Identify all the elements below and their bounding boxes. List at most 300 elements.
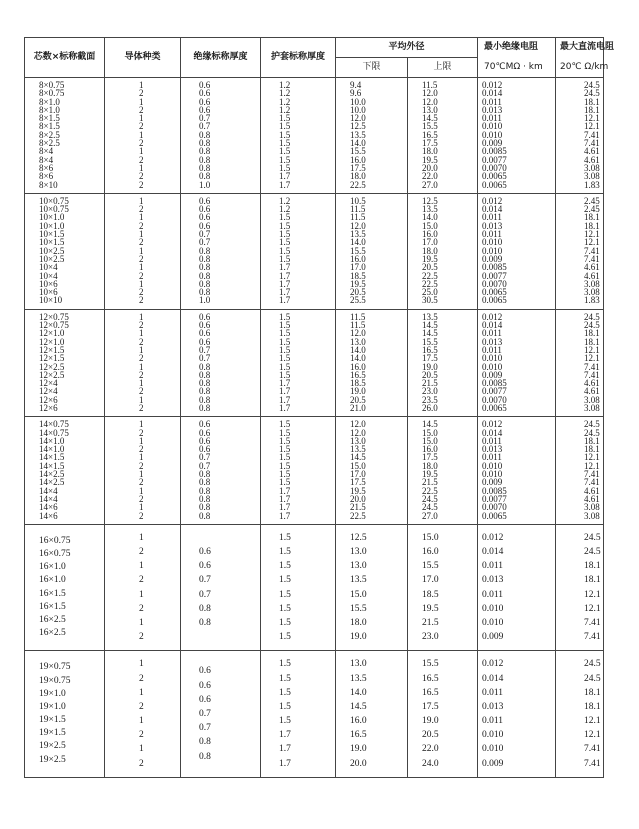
max-dc-value: 3.08 <box>584 172 600 181</box>
insulation-value: 0.6 <box>199 436 211 446</box>
upper-cell <box>408 193 478 309</box>
upper-value: 20.5 <box>422 730 439 741</box>
spec-value: 12×2.5 <box>39 362 65 371</box>
upper-value: 20.5 <box>422 370 438 380</box>
lower-value: 14.0 <box>350 345 366 355</box>
header-sheath: 护套标称厚度 <box>261 38 336 78</box>
upper-cell <box>408 524 478 651</box>
max-dc-value: 12.1 <box>584 453 600 462</box>
sheath-value: 1.5 <box>279 221 291 231</box>
upper-value: 15.5 <box>422 122 438 131</box>
insulation-value: 0.8 <box>199 603 211 614</box>
conductor-cell <box>105 309 181 417</box>
sheath-value: 1.5 <box>279 329 291 338</box>
insulation-value: 0.8 <box>199 511 211 520</box>
sheath-cell <box>261 193 336 309</box>
upper-value: 19.0 <box>422 362 438 371</box>
lower-value: 13.5 <box>350 575 367 586</box>
sheath-value: 1.5 <box>279 547 291 558</box>
sheath-value: 1.5 <box>279 436 291 446</box>
sheath-value: 1.7 <box>279 279 291 289</box>
sheath-value: 1.7 <box>279 730 291 741</box>
min-ir-value: 0.009 <box>482 139 503 148</box>
min-ir-value: 0.010 <box>482 246 503 255</box>
upper-value: 18.0 <box>422 461 438 471</box>
lower-value: 13.0 <box>350 561 367 572</box>
sheath-value: 1.5 <box>279 362 291 371</box>
min-ir-value: 0.011 <box>482 436 502 446</box>
sheath-value: 1.7 <box>279 296 291 305</box>
sheath-value: 1.5 <box>279 603 291 614</box>
spec-value: 14×1.0 <box>39 445 65 454</box>
min-ir-value: 0.010 <box>482 730 504 741</box>
min-ir-value: 0.010 <box>482 122 503 131</box>
spec-value: 8×1.5 <box>39 114 60 123</box>
conductor-value: 2 <box>139 445 144 454</box>
upper-value: 15.0 <box>422 428 438 437</box>
upper-value: 24.5 <box>422 503 438 512</box>
spec-value: 10×6 <box>39 288 58 297</box>
max-dc-value: 12.1 <box>584 730 601 741</box>
spec-value: 8×1.5 <box>39 122 60 131</box>
upper-value: 14.5 <box>422 321 438 330</box>
min-ir-value: 0.011 <box>482 589 504 600</box>
conductor-value: 1 <box>139 617 144 628</box>
sheath-value: 1.5 <box>279 312 291 322</box>
conductor-value: 1 <box>139 486 144 495</box>
min-ir-value: 0.0065 <box>482 511 507 520</box>
insulation-value: 0.8 <box>199 387 211 396</box>
lower-value: 13.5 <box>350 130 366 140</box>
spec-value: 8×2.5 <box>39 130 60 140</box>
spec-value: 8×1.0 <box>39 105 60 115</box>
spec-value: 14×0.75 <box>39 428 69 437</box>
max-dc-value: 18.1 <box>584 445 600 454</box>
upper-value: 18.0 <box>422 246 438 255</box>
lower-value: 22.5 <box>350 511 366 520</box>
sheath-value: 1.7 <box>279 494 291 504</box>
spec-value: 12×1.5 <box>39 345 65 355</box>
lower-cell <box>336 78 408 194</box>
insulation-value: 0.7 <box>199 709 211 719</box>
spec-value: 8×0.75 <box>39 89 65 98</box>
insulation-cell <box>181 524 261 651</box>
insulation-value: 0.6 <box>199 312 211 322</box>
sheath-value: 1.5 <box>279 716 291 727</box>
conductor-value: 1 <box>139 589 144 600</box>
max-dc-value: 12.1 <box>584 230 600 239</box>
sheath-value: 1.2 <box>279 196 291 206</box>
spec-value: 16×1.5 <box>39 601 66 612</box>
insulation-value: 0.8 <box>199 379 211 388</box>
conductor-value: 1 <box>139 453 144 462</box>
conductor-value: 1 <box>139 81 144 90</box>
sheath-value: 1.7 <box>279 486 291 495</box>
spec-value: 12×4 <box>39 379 58 388</box>
lower-value: 14.5 <box>350 701 367 712</box>
conductor-value: 2 <box>139 575 144 586</box>
spec-cell <box>25 524 105 651</box>
sheath-value: 1.7 <box>279 403 291 413</box>
upper-value: 14.5 <box>422 114 438 123</box>
spec-value: 14×6 <box>39 503 58 512</box>
lower-value: 13.0 <box>350 659 367 670</box>
lower-value: 12.0 <box>350 428 366 437</box>
lower-value: 21.0 <box>350 403 366 413</box>
conductor-value: 2 <box>139 271 144 280</box>
spec-value: 8×6 <box>39 163 54 173</box>
min-ir-value: 0.014 <box>482 205 503 214</box>
max-dc-value: 18.1 <box>584 329 600 338</box>
insulation-value: 0.8 <box>199 246 211 255</box>
upper-value: 14.0 <box>422 213 438 222</box>
max-dc-value: 18.1 <box>584 436 600 446</box>
min-ir-value: 0.0065 <box>482 172 507 181</box>
upper-value: 16.0 <box>422 445 438 454</box>
conductor-value: 2 <box>139 673 144 684</box>
sheath-value: 1.5 <box>279 445 291 454</box>
spec-value: 16×1.5 <box>39 588 66 599</box>
upper-value: 16.0 <box>422 230 438 239</box>
min-ir-value: 0.011 <box>482 687 504 698</box>
conductor-value: 1 <box>139 503 144 512</box>
insulation-value: 0.7 <box>199 114 211 123</box>
min-ir-cell <box>478 524 556 651</box>
sheath-value: 1.5 <box>279 246 291 255</box>
max-dc-cell <box>556 78 604 194</box>
max-dc-cell <box>556 309 604 417</box>
sheath-value: 1.7 <box>279 758 291 769</box>
max-dc-value: 12.1 <box>584 461 600 471</box>
spec-cell <box>25 78 105 194</box>
min-ir-value: 0.011 <box>482 329 502 338</box>
sheath-value: 1.5 <box>279 345 291 355</box>
upper-value: 14.5 <box>422 420 438 429</box>
max-dc-value: 24.5 <box>584 428 600 437</box>
lower-value: 17.5 <box>350 163 366 173</box>
max-dc-value: 4.61 <box>584 494 600 504</box>
spec-value: 10×6 <box>39 279 58 289</box>
conductor-value: 2 <box>139 221 144 231</box>
sheath-value: 1.5 <box>279 673 291 684</box>
max-dc-value: 3.08 <box>584 511 600 520</box>
upper-value: 22.0 <box>422 744 439 755</box>
lower-cell <box>336 417 408 525</box>
upper-value: 16.5 <box>422 130 438 140</box>
upper-value: 15.0 <box>422 221 438 231</box>
sheath-value: 1.5 <box>279 321 291 330</box>
row-group <box>25 193 604 309</box>
upper-value: 19.5 <box>422 603 439 614</box>
table-row <box>25 524 604 651</box>
max-dc-value: 12.1 <box>584 354 600 363</box>
conductor-value: 1 <box>139 687 144 698</box>
upper-value: 16.5 <box>422 687 439 698</box>
min-ir-value: 0.0065 <box>482 180 507 189</box>
upper-value: 15.5 <box>422 659 439 670</box>
upper-value: 12.0 <box>422 89 438 98</box>
conductor-value: 2 <box>139 205 144 214</box>
insulation-value: 0.7 <box>199 723 211 734</box>
max-dc-value: 4.61 <box>584 263 600 272</box>
upper-value: 22.5 <box>422 279 438 289</box>
sheath-value: 1.5 <box>279 561 291 572</box>
conductor-value: 2 <box>139 478 144 487</box>
max-dc-value: 4.61 <box>584 379 600 388</box>
upper-value: 21.5 <box>422 478 438 487</box>
spec-value: 10×4 <box>39 263 58 272</box>
sheath-value: 1.5 <box>279 532 291 543</box>
insulation-value: 0.8 <box>199 478 211 487</box>
cable-spec-sheet <box>24 37 615 778</box>
insulation-cell <box>181 78 261 194</box>
insulation-value: 0.8 <box>199 155 211 164</box>
max-dc-value: 4.61 <box>584 271 600 280</box>
upper-value: 21.5 <box>422 617 439 628</box>
insulation-value: 0.6 <box>199 321 211 330</box>
min-ir-cell <box>478 78 556 194</box>
min-ir-value: 0.012 <box>482 196 503 206</box>
spec-value: 8×2.5 <box>39 139 60 148</box>
spec-value: 12×2.5 <box>39 370 65 380</box>
upper-value: 17.5 <box>422 354 438 363</box>
insulation-value: 0.6 <box>199 428 211 437</box>
conductor-value: 1 <box>139 420 144 429</box>
conductor-value: 1 <box>139 163 144 173</box>
conductor-cell <box>105 78 181 194</box>
header-avg-od: 平均外径 <box>336 38 478 58</box>
sheath-cell <box>261 78 336 194</box>
lower-value: 21.5 <box>350 503 366 512</box>
spec-value: 19×2.5 <box>39 741 66 752</box>
min-ir-value: 0.0070 <box>482 163 507 173</box>
sheath-value: 1.5 <box>279 337 291 346</box>
insulation-value: 0.8 <box>199 288 211 297</box>
conductor-value: 2 <box>139 730 144 741</box>
upper-value: 16.0 <box>422 547 439 558</box>
max-dc-value: 4.61 <box>584 155 600 164</box>
conductor-value: 2 <box>139 105 144 115</box>
spec-value: 12×0.75 <box>39 321 69 330</box>
max-dc-value: 4.61 <box>584 486 600 495</box>
lower-value: 16.0 <box>350 716 367 727</box>
upper-value: 13.5 <box>422 312 438 322</box>
min-ir-cell <box>478 309 556 417</box>
header-conductor: 导体种类 <box>105 38 181 78</box>
sheath-value: 1.5 <box>279 370 291 380</box>
upper-value: 21.5 <box>422 379 438 388</box>
spec-value: 14×4 <box>39 494 58 504</box>
max-dc-value: 18.1 <box>584 213 600 222</box>
row-group <box>25 78 604 194</box>
spec-value: 14×0.75 <box>39 420 69 429</box>
sheath-value: 1.5 <box>279 147 291 156</box>
max-dc-cell <box>556 524 604 651</box>
min-ir-value: 0.009 <box>482 370 503 380</box>
conductor-value: 1 <box>139 345 144 355</box>
max-dc-value: 12.1 <box>584 345 600 355</box>
lower-value: 19.5 <box>350 279 366 289</box>
sheath-value: 1.5 <box>279 478 291 487</box>
insulation-value: 0.8 <box>199 147 211 156</box>
spec-cell <box>25 309 105 417</box>
spec-value: 8×6 <box>39 172 54 181</box>
min-ir-cell <box>478 193 556 309</box>
conductor-value: 2 <box>139 122 144 131</box>
table-row <box>25 417 604 525</box>
spec-value: 19×1.5 <box>39 728 66 739</box>
spec-value: 10×0.75 <box>39 205 69 214</box>
max-dc-value: 7.41 <box>584 470 600 479</box>
conductor-value: 1 <box>139 213 144 222</box>
lower-value: 13.0 <box>350 547 367 558</box>
sheath-value: 1.7 <box>279 395 291 404</box>
lower-value: 18.5 <box>350 271 366 280</box>
spec-value: 14×4 <box>39 486 58 495</box>
conductor-value: 2 <box>139 461 144 471</box>
spec-value: 10×1.5 <box>39 238 65 247</box>
insulation-value: 0.8 <box>199 737 211 748</box>
max-dc-value: 12.1 <box>584 238 600 247</box>
sheath-value: 1.5 <box>279 230 291 239</box>
max-dc-value: 18.1 <box>584 687 601 698</box>
sheath-value: 1.5 <box>279 122 291 131</box>
min-ir-value: 0.012 <box>482 659 504 670</box>
max-dc-value: 1.83 <box>584 296 600 305</box>
insulation-value: 0.7 <box>199 230 211 239</box>
upper-value: 22.5 <box>422 271 438 280</box>
lower-value: 16.5 <box>350 730 367 741</box>
insulation-value: 0.6 <box>199 221 211 231</box>
spec-value: 10×4 <box>39 271 58 280</box>
max-dc-value: 2.45 <box>584 196 600 206</box>
min-ir-cell <box>478 651 556 778</box>
lower-value: 16.0 <box>350 155 366 164</box>
insulation-value: 0.8 <box>199 271 211 280</box>
max-dc-value: 12.1 <box>584 114 600 123</box>
conductor-value: 1 <box>139 395 144 404</box>
sheath-value: 1.5 <box>279 589 291 600</box>
upper-value: 22.0 <box>422 172 438 181</box>
sheath-value: 1.5 <box>279 470 291 479</box>
min-ir-value: 0.010 <box>482 238 503 247</box>
lower-value: 15.0 <box>350 589 367 600</box>
conductor-value: 2 <box>139 288 144 297</box>
sheath-value: 1.5 <box>279 354 291 363</box>
lower-value: 22.5 <box>350 180 366 189</box>
lower-value: 19.0 <box>350 387 366 396</box>
upper-value: 13.0 <box>422 105 438 115</box>
conductor-cell <box>105 193 181 309</box>
lower-value: 12.5 <box>350 532 367 543</box>
max-dc-value: 7.41 <box>584 478 600 487</box>
sheath-value: 1.5 <box>279 254 291 264</box>
sheath-value: 1.7 <box>279 271 291 280</box>
insulation-value: 0.6 <box>199 445 211 454</box>
max-dc-value: 7.41 <box>584 254 600 264</box>
upper-value: 17.0 <box>422 238 438 247</box>
min-ir-value: 0.013 <box>482 445 503 454</box>
sheath-value: 1.5 <box>279 632 291 643</box>
spec-value: 10×1.0 <box>39 221 65 231</box>
upper-value: 24.0 <box>422 758 439 769</box>
lower-value: 16.0 <box>350 362 366 371</box>
conductor-value: 1 <box>139 716 144 727</box>
insulation-value: 0.8 <box>199 503 211 512</box>
upper-cell <box>408 78 478 194</box>
upper-value: 26.0 <box>422 403 438 413</box>
min-ir-value: 0.010 <box>482 362 503 371</box>
row-group <box>25 417 604 525</box>
spec-value: 8×1.0 <box>39 97 60 106</box>
conductor-value: 1 <box>139 659 144 670</box>
conductor-value: 2 <box>139 428 144 437</box>
min-ir-value: 0.010 <box>482 461 503 471</box>
min-ir-value: 0.011 <box>482 230 502 239</box>
spec-value: 12×6 <box>39 403 58 413</box>
spec-value: 19×0.75 <box>39 675 71 686</box>
insulation-cell <box>181 309 261 417</box>
upper-cell <box>408 309 478 417</box>
spec-cell <box>25 417 105 525</box>
max-dc-value: 24.5 <box>584 659 601 670</box>
max-dc-value: 7.41 <box>584 246 600 255</box>
sheath-value: 1.7 <box>279 379 291 388</box>
lower-value: 13.5 <box>350 230 366 239</box>
insulation-value: 0.6 <box>199 680 211 691</box>
lower-value: 17.0 <box>350 263 366 272</box>
upper-value: 20.5 <box>422 263 438 272</box>
sheath-value: 1.5 <box>279 420 291 429</box>
min-ir-value: 0.0077 <box>482 387 507 396</box>
max-dc-cell <box>556 417 604 525</box>
insulation-value: 0.6 <box>199 329 211 338</box>
upper-cell <box>408 651 478 778</box>
max-dc-value: 3.08 <box>584 163 600 173</box>
lower-value: 14.0 <box>350 139 366 148</box>
conductor-value: 1 <box>139 263 144 272</box>
conductor-value: 2 <box>139 511 144 520</box>
spec-value: 19×2.5 <box>39 754 66 765</box>
min-ir-value: 0.0085 <box>482 263 507 272</box>
max-dc-value: 3.08 <box>584 403 600 413</box>
sheath-value: 1.7 <box>279 744 291 755</box>
conductor-value: 1 <box>139 147 144 156</box>
upper-value: 15.5 <box>422 337 438 346</box>
min-ir-value: 0.011 <box>482 114 502 123</box>
min-ir-value: 0.0070 <box>482 395 507 404</box>
conductor-value: 1 <box>139 744 144 755</box>
spec-value: 16×0.75 <box>39 535 71 546</box>
max-dc-value: 24.5 <box>584 321 600 330</box>
max-dc-value: 7.41 <box>584 617 601 628</box>
max-dc-value: 18.1 <box>584 97 600 106</box>
upper-value: 19.5 <box>422 470 438 479</box>
max-dc-value: 24.5 <box>584 673 601 684</box>
sheath-value: 1.2 <box>279 89 291 98</box>
min-ir-value: 0.010 <box>482 603 504 614</box>
sheath-value: 1.2 <box>279 205 291 214</box>
min-ir-value: 0.0077 <box>482 155 507 164</box>
upper-value: 20.0 <box>422 163 438 173</box>
max-dc-value: 3.08 <box>584 279 600 289</box>
lower-value: 20.5 <box>350 395 366 404</box>
max-dc-value: 12.1 <box>584 589 601 600</box>
sheath-value: 1.7 <box>279 503 291 512</box>
spec-value: 12×4 <box>39 387 58 396</box>
conductor-value: 2 <box>139 494 144 504</box>
spec-value: 16×0.75 <box>39 549 71 560</box>
